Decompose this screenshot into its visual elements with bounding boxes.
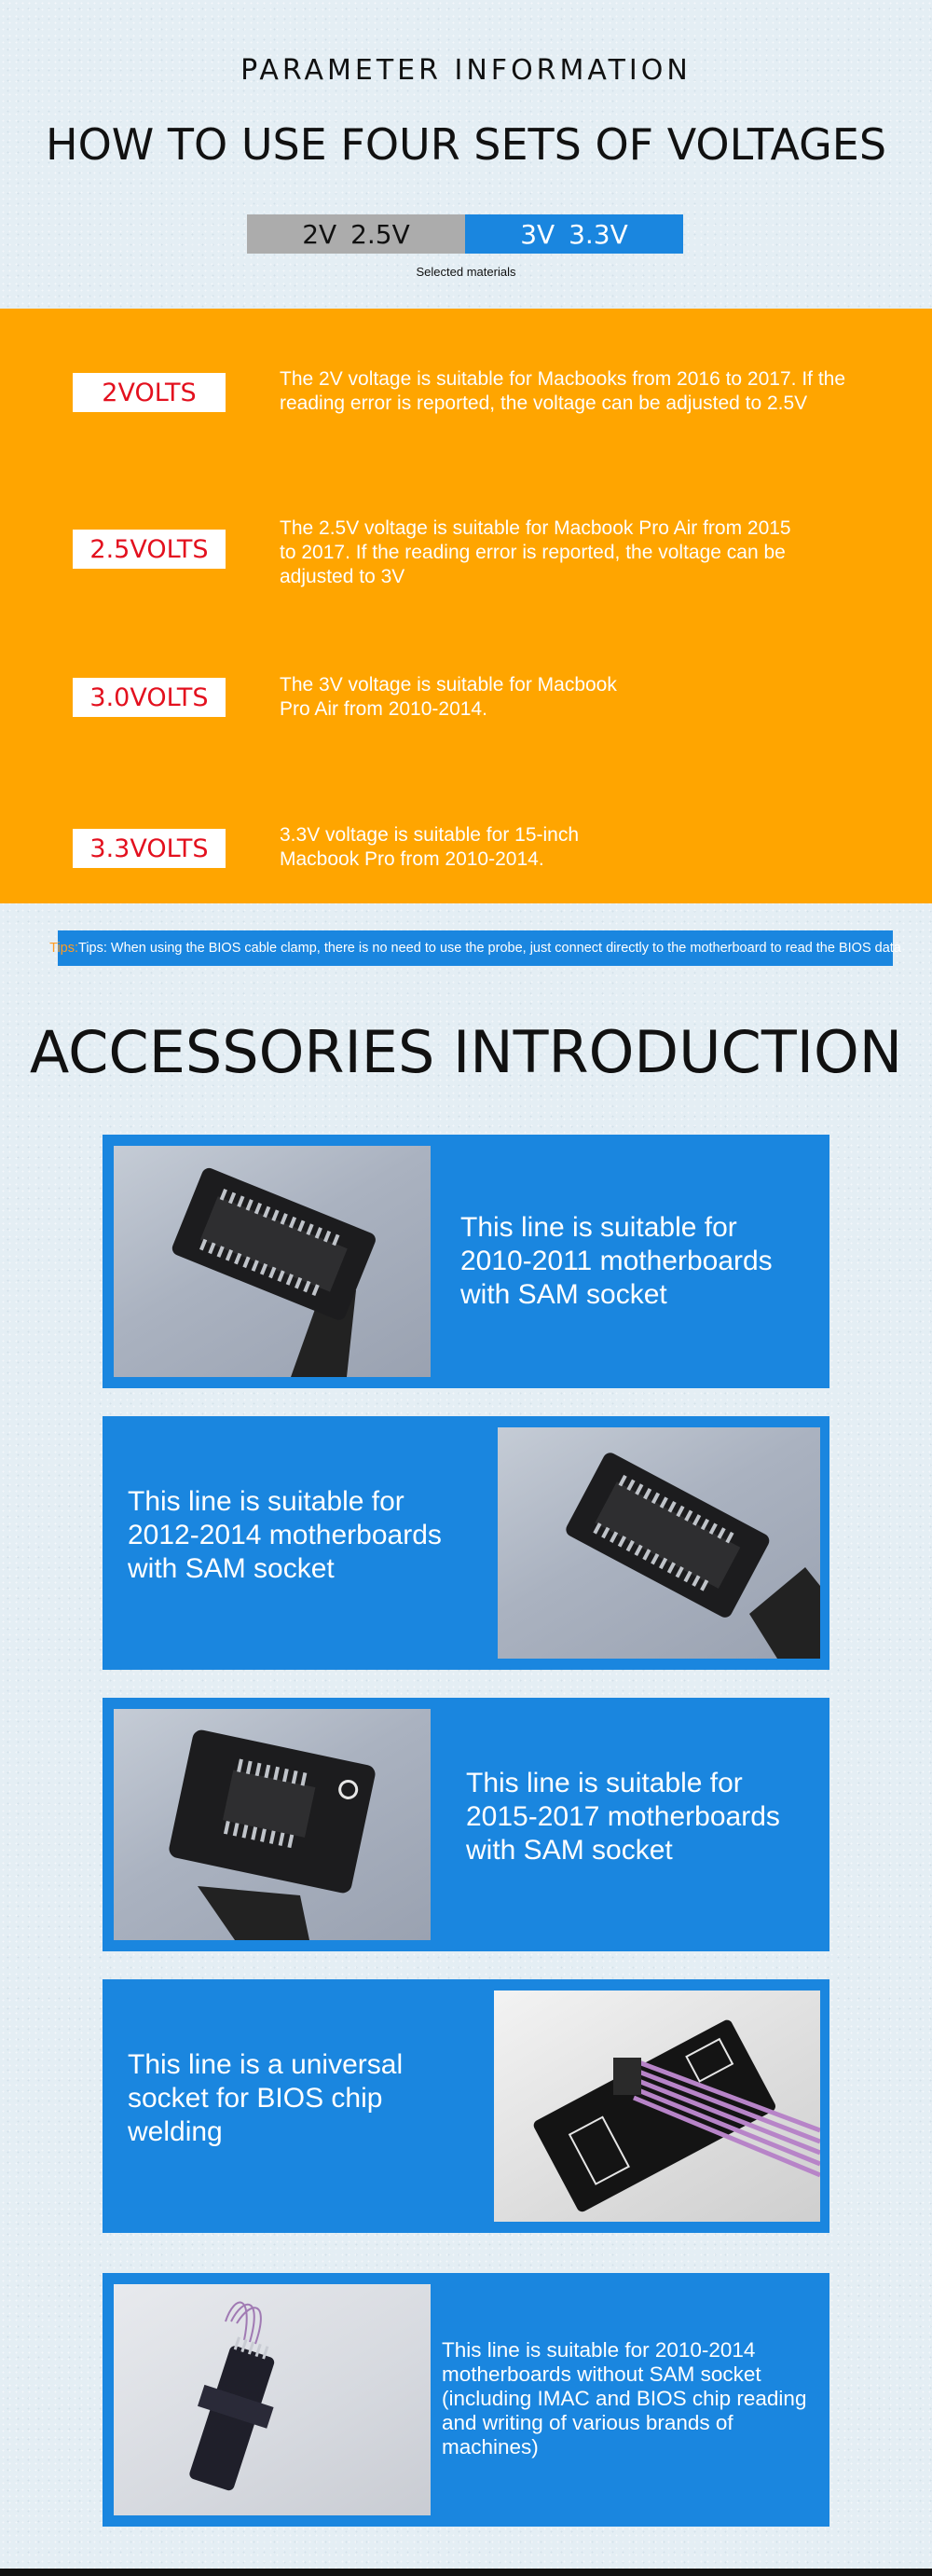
voltage-description: The 2V voltage is suitable for Macbooks from 2016 to 2017. If the reading error is reported, the voltage can be adjusted to 2.5V (280, 368, 846, 414)
sam-socket-connector-photo (498, 1427, 820, 1659)
accessories-title: ACCESSORIES INTRODUCTION (29, 1018, 903, 1086)
voltage-bar-right: 3V 3.3V (465, 214, 683, 254)
accessory-card (103, 1416, 829, 1670)
voltage-section (0, 309, 932, 903)
voltage-description: The 3V voltage is suitable for Macbook Pro Air from 2010-2014. (280, 674, 617, 720)
caption: Selected materials (416, 265, 516, 279)
bottom-divider (0, 2569, 932, 2576)
accessory-card (103, 1135, 829, 1388)
section-title: PARAMETER INFORMATION (240, 54, 692, 87)
tips-text: Tips: When using the BIOS cable clamp, there is no need to use the probe, just connect directly to the motherboard to read the BIOS data (78, 941, 901, 956)
tips-banner (49, 930, 901, 966)
voltage-label: 2VOLTS (73, 373, 226, 412)
voltage-bar-left: 2V 2.5V (247, 214, 465, 254)
accessory-description: This line is suitable for 2010-2014 motherboards without SAM socket (including IMAC and BIOS chip reading and writing of various brands of machines) (442, 2338, 807, 2459)
voltage-bar (247, 214, 683, 254)
voltage-description: The 2.5V voltage is suitable for Macbook Pro Air from 2015 to 2017. If the reading error is reported, the voltage can be adjusted to 3V (280, 517, 791, 587)
page-title: HOW TO USE FOUR SETS OF VOLTAGES (45, 119, 887, 170)
soic-test-clip-photo (114, 2284, 431, 2515)
voltage-description: 3.3V voltage is suitable for 15-inch Macbook Pro from 2010-2014. (280, 824, 580, 870)
accessory-description: This line is suitable for 2010-2011 motherboards with SAM socket (460, 1212, 773, 1310)
tips-prefix: Tips: (49, 941, 79, 956)
accessory-card (103, 2273, 829, 2527)
bios-adapter-board-photo (494, 1991, 820, 2222)
accessory-description: This line is a universal socket for BIOS chip welding (128, 2049, 404, 2147)
accessory-description: This line is suitable for 2015-2017 motherboards with SAM socket (466, 1768, 780, 1866)
sam-socket-connector-photo (114, 1146, 431, 1377)
voltage-label: 2.5VOLTS (73, 530, 226, 569)
accessory-description: This line is suitable for 2012-2014 motherboards with SAM socket (128, 1486, 442, 1584)
voltage-label: 3.0VOLTS (73, 678, 226, 717)
small-socket-connector-photo (114, 1709, 431, 1940)
accessory-card (103, 1698, 829, 1951)
voltage-label: 3.3VOLTS (73, 829, 226, 868)
accessory-card (103, 1979, 829, 2233)
